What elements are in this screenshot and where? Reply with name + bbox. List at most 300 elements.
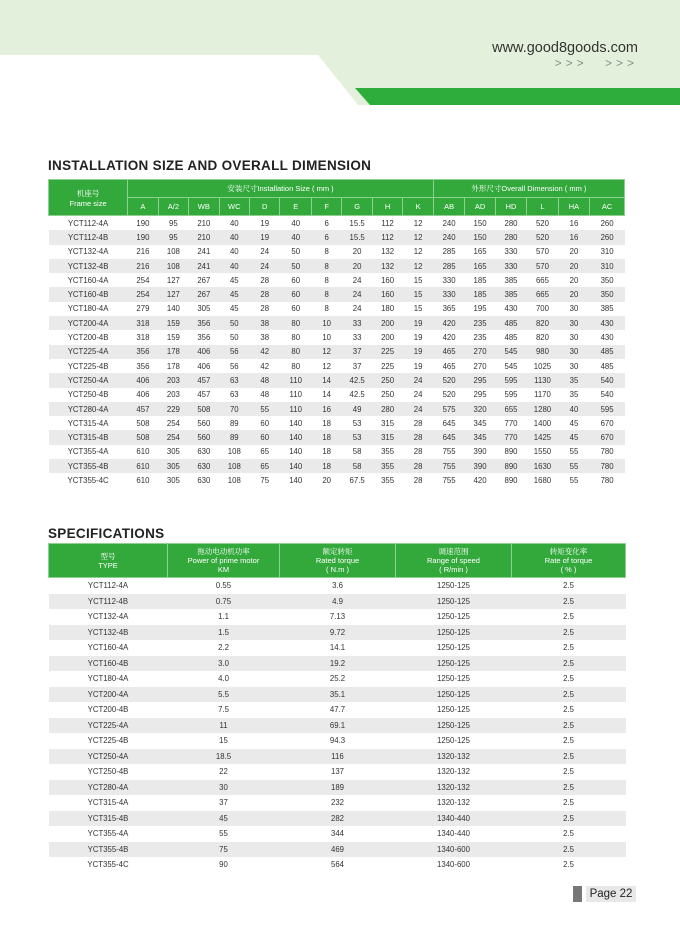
dimension-cell: 305 xyxy=(158,445,188,459)
dimension-cell: 270 xyxy=(465,345,495,359)
spec-cell: 2.5 xyxy=(512,578,626,594)
dimension-cell: 420 xyxy=(433,316,464,330)
dimension-cell: 285 xyxy=(433,259,464,273)
dimension-cell: 127 xyxy=(158,287,188,301)
frame-size-header-cn: 机座号 xyxy=(76,188,100,198)
type-cell: YCT315-4A xyxy=(49,795,168,811)
table-row xyxy=(49,345,625,359)
dimension-cell: 45 xyxy=(219,287,249,301)
dimension-cell: 235 xyxy=(465,330,495,344)
type-cell: YCT315-4B xyxy=(49,811,168,827)
dimension-cell: 1550 xyxy=(527,445,558,459)
dimension-cell: 350 xyxy=(590,273,625,287)
dimension-cell: 520 xyxy=(527,216,558,231)
dimension-cell: 225 xyxy=(372,345,402,359)
dimension-cell: 12 xyxy=(403,245,434,259)
spec-cell: 45 xyxy=(168,811,280,827)
dimension-cell: 30 xyxy=(558,316,589,330)
dimension-cell: 28 xyxy=(403,473,434,487)
dimension-cell: 508 xyxy=(128,416,158,430)
dimension-cell: 95 xyxy=(158,216,188,231)
frame-size-cell: YCT225-4B xyxy=(49,359,128,373)
spec-cell: 37 xyxy=(168,795,280,811)
dimension-cell: 406 xyxy=(128,373,158,387)
dimension-cell: 260 xyxy=(590,230,625,244)
frame-size-cell: YCT355-4B xyxy=(49,459,128,473)
dimension-cell: 45 xyxy=(558,416,589,430)
spec-cell: 2.5 xyxy=(512,609,626,625)
table-row xyxy=(49,656,626,672)
dimension-cell: 50 xyxy=(280,245,311,259)
dimension-cell: 28 xyxy=(403,430,434,444)
spec-cell: 47.7 xyxy=(280,702,396,718)
dimension-cell: 24 xyxy=(342,287,372,301)
column-header: F xyxy=(311,198,341,216)
dimension-cell: 318 xyxy=(128,330,158,344)
frame-size-cell: YCT160-4A xyxy=(49,273,128,287)
spec-cell: 2.5 xyxy=(512,795,626,811)
dimension-cell: 980 xyxy=(527,345,558,359)
spec-cell: 564 xyxy=(280,857,396,873)
dimension-cell: 267 xyxy=(189,287,219,301)
spec-cell: 19.2 xyxy=(280,656,396,672)
dimension-cell: 67.5 xyxy=(342,473,372,487)
dimension-cell: 185 xyxy=(465,273,495,287)
frame-size-cell: YCT355-4A xyxy=(49,445,128,459)
dimension-cell: 112 xyxy=(372,216,402,231)
dimension-cell: 60 xyxy=(280,287,311,301)
spec-cell: 25.2 xyxy=(280,671,396,687)
specifications-title: SPECIFICATIONS xyxy=(48,526,165,541)
dimension-cell: 178 xyxy=(158,359,188,373)
dimension-cell: 700 xyxy=(527,302,558,316)
dimension-cell: 280 xyxy=(372,402,402,416)
dimension-cell: 1025 xyxy=(527,359,558,373)
dimension-cell: 356 xyxy=(128,359,158,373)
website-url[interactable]: www.good8goods.com xyxy=(492,40,638,56)
dimension-cell: 24 xyxy=(342,273,372,287)
type-cell: YCT112-4B xyxy=(49,594,168,610)
dimension-cell: 320 xyxy=(465,402,495,416)
dimension-cell: 14 xyxy=(311,388,341,402)
frame-size-cell: YCT315-4B xyxy=(49,430,128,444)
dimension-cell: 30 xyxy=(558,302,589,316)
dimension-cell: 33 xyxy=(342,330,372,344)
dimension-cell: 250 xyxy=(372,388,402,402)
dimension-cell: 305 xyxy=(158,459,188,473)
column-header: AD xyxy=(465,198,495,216)
dimension-cell: 355 xyxy=(372,473,402,487)
installation-size-group-header: 安装尺寸Installation Size ( mm ) xyxy=(128,180,434,198)
spec-cell: 1250-125 xyxy=(396,687,512,703)
spec-cell: 55 xyxy=(168,826,280,842)
type-cell: YCT250-4A xyxy=(49,749,168,765)
dimension-cell: 89 xyxy=(219,430,249,444)
specifications-table xyxy=(48,543,626,873)
spec-cell: 282 xyxy=(280,811,396,827)
table-row xyxy=(49,594,626,610)
table-row xyxy=(49,702,626,718)
dimension-cell: 254 xyxy=(158,416,188,430)
dimension-cell: 820 xyxy=(527,316,558,330)
spec-cell: 0.55 xyxy=(168,578,280,594)
dimension-cell: 12 xyxy=(403,259,434,273)
dimension-cell: 385 xyxy=(590,302,625,316)
table-row xyxy=(49,259,625,273)
spec-cell: 2.5 xyxy=(512,811,626,827)
dimension-cell: 250 xyxy=(372,373,402,387)
dimension-cell: 330 xyxy=(495,245,526,259)
dimension-cell: 260 xyxy=(590,216,625,231)
table-row xyxy=(49,749,626,765)
dimension-cell: 20 xyxy=(558,287,589,301)
table-row xyxy=(49,373,625,387)
dimension-cell: 356 xyxy=(189,316,219,330)
spec-cell: 94.3 xyxy=(280,733,396,749)
dimension-cell: 28 xyxy=(250,273,280,287)
spec-header-line: ( % ) xyxy=(560,565,577,574)
frame-size-cell: YCT112-4A xyxy=(49,216,128,231)
dimension-cell: 610 xyxy=(128,473,158,487)
dimension-cell: 35 xyxy=(558,388,589,402)
dimension-cell: 37 xyxy=(342,359,372,373)
table-row xyxy=(49,826,626,842)
dimension-cell: 665 xyxy=(527,273,558,287)
dimension-cell: 770 xyxy=(495,416,526,430)
dimension-cell: 610 xyxy=(128,459,158,473)
dimension-cell: 140 xyxy=(280,416,311,430)
dimension-cell: 160 xyxy=(372,273,402,287)
spec-cell: 7.13 xyxy=(280,609,396,625)
dimension-cell: 200 xyxy=(372,330,402,344)
dimension-cell: 38 xyxy=(250,330,280,344)
spec-cell: 469 xyxy=(280,842,396,858)
spec-cell: 2.5 xyxy=(512,842,626,858)
dimension-cell: 108 xyxy=(219,459,249,473)
table-row xyxy=(49,445,625,459)
dimension-cell: 190 xyxy=(128,230,158,244)
table-row xyxy=(49,733,626,749)
table-row xyxy=(49,764,626,780)
dimension-cell: 210 xyxy=(189,230,219,244)
dimension-cell: 430 xyxy=(495,302,526,316)
spec-cell: 189 xyxy=(280,780,396,796)
dimension-cell: 12 xyxy=(311,345,341,359)
spec-cell: 1250-125 xyxy=(396,625,512,641)
dimension-cell: 200 xyxy=(372,316,402,330)
frame-size-cell: YCT200-4B xyxy=(49,330,128,344)
dimension-cell: 159 xyxy=(158,330,188,344)
dimension-cell: 140 xyxy=(280,459,311,473)
dimension-cell: 12 xyxy=(311,359,341,373)
table-row xyxy=(49,795,626,811)
dimension-cell: 16 xyxy=(558,230,589,244)
dimension-cell: 630 xyxy=(189,473,219,487)
dimension-cell: 457 xyxy=(189,373,219,387)
dimension-cell: 540 xyxy=(590,373,625,387)
spec-cell: 18.5 xyxy=(168,749,280,765)
spec-header-line: ( N.m ) xyxy=(326,565,349,574)
dimension-cell: 60 xyxy=(280,302,311,316)
dimension-cell: 225 xyxy=(372,359,402,373)
frame-size-header-en: Frame size xyxy=(69,198,107,208)
table-row xyxy=(49,430,625,444)
table-row xyxy=(49,230,625,244)
spec-cell: 1320-132 xyxy=(396,749,512,765)
dimension-cell: 780 xyxy=(590,473,625,487)
dimension-cell: 160 xyxy=(372,287,402,301)
dimension-cell: 40 xyxy=(558,402,589,416)
dimension-cell: 80 xyxy=(280,359,311,373)
dimension-cell: 24 xyxy=(342,302,372,316)
type-cell: YCT200-4B xyxy=(49,702,168,718)
dimension-cell: 50 xyxy=(219,330,249,344)
dimension-cell: 508 xyxy=(189,402,219,416)
dimension-cell: 295 xyxy=(465,373,495,387)
dimension-cell: 56 xyxy=(219,345,249,359)
dimension-cell: 406 xyxy=(128,388,158,402)
dimension-cell: 1680 xyxy=(527,473,558,487)
dimension-cell: 385 xyxy=(495,287,526,301)
dimension-cell: 20 xyxy=(558,259,589,273)
dimension-cell: 305 xyxy=(158,473,188,487)
frame-size-cell: YCT180-4A xyxy=(49,302,128,316)
spec-cell: 2.5 xyxy=(512,671,626,687)
dimension-cell: 112 xyxy=(372,230,402,244)
column-header: HD xyxy=(495,198,526,216)
dimension-cell: 65 xyxy=(250,459,280,473)
dimension-cell: 110 xyxy=(280,373,311,387)
spec-header-line: 调速范围 xyxy=(438,547,469,556)
dimension-cell: 630 xyxy=(189,459,219,473)
dimension-cell: 24 xyxy=(403,402,434,416)
dimension-cell: 15 xyxy=(403,287,434,301)
column-header: A/2 xyxy=(158,198,188,216)
table-row xyxy=(49,273,625,287)
dimension-cell: 108 xyxy=(158,245,188,259)
dimension-cell: 10 xyxy=(311,316,341,330)
frame-size-cell: YCT200-4A xyxy=(49,316,128,330)
dimension-cell: 15.5 xyxy=(342,230,372,244)
dimension-cell: 12 xyxy=(403,230,434,244)
spec-cell: 2.5 xyxy=(512,640,626,656)
spec-header-line: Rated torque xyxy=(315,556,360,565)
dimension-cell: 60 xyxy=(250,416,280,430)
dimension-cell: 457 xyxy=(189,388,219,402)
dimension-cell: 355 xyxy=(372,459,402,473)
dimension-cell: 45 xyxy=(558,430,589,444)
dimension-cell: 655 xyxy=(495,402,526,416)
table-row xyxy=(49,416,625,430)
type-cell: YCT160-4A xyxy=(49,640,168,656)
spec-column-header xyxy=(396,544,512,578)
dimension-cell: 45 xyxy=(219,273,249,287)
column-header: L xyxy=(527,198,558,216)
spec-header-line: TYPE xyxy=(98,560,118,570)
dimension-cell: 140 xyxy=(158,302,188,316)
dimension-cell: 19 xyxy=(250,216,280,231)
spec-cell: 1340-440 xyxy=(396,811,512,827)
dimension-cell: 310 xyxy=(590,245,625,259)
dimension-cell: 6 xyxy=(311,216,341,231)
dimension-cell: 890 xyxy=(495,473,526,487)
dimension-cell: 33 xyxy=(342,316,372,330)
dimension-cell: 165 xyxy=(465,259,495,273)
dimension-cell: 18 xyxy=(311,459,341,473)
dimension-cell: 330 xyxy=(495,259,526,273)
table-row xyxy=(49,857,626,873)
table-row xyxy=(49,359,625,373)
dimension-cell: 315 xyxy=(372,416,402,430)
dimension-cell: 178 xyxy=(158,345,188,359)
spec-cell: 9.72 xyxy=(280,625,396,641)
dimension-cell: 570 xyxy=(527,259,558,273)
spec-header-line: ( R/min ) xyxy=(439,565,468,574)
dimension-cell: 53 xyxy=(342,416,372,430)
dimension-cell: 595 xyxy=(495,388,526,402)
dimension-cell: 575 xyxy=(433,402,464,416)
spec-cell: 232 xyxy=(280,795,396,811)
table-row xyxy=(49,302,625,316)
dimension-cell: 6 xyxy=(311,230,341,244)
type-cell: YCT180-4A xyxy=(49,671,168,687)
table-row xyxy=(49,330,625,344)
spec-cell: 3.0 xyxy=(168,656,280,672)
frame-size-cell: YCT250-4B xyxy=(49,388,128,402)
installation-title: INSTALLATION SIZE AND OVERALL DIMENSION xyxy=(48,158,372,173)
spec-cell: 1320-132 xyxy=(396,764,512,780)
dimension-cell: 63 xyxy=(219,388,249,402)
dimension-cell: 140 xyxy=(280,445,311,459)
dimension-cell: 254 xyxy=(158,430,188,444)
dimension-cell: 40 xyxy=(280,216,311,231)
spec-column-header xyxy=(512,544,626,578)
spec-cell: 2.5 xyxy=(512,733,626,749)
dimension-cell: 19 xyxy=(403,345,434,359)
column-header: E xyxy=(280,198,311,216)
dimension-cell: 24 xyxy=(250,245,280,259)
table-row xyxy=(49,287,625,301)
dimension-cell: 37 xyxy=(342,345,372,359)
dimension-cell: 55 xyxy=(558,473,589,487)
table-row xyxy=(49,687,626,703)
table-row xyxy=(49,473,625,487)
dimension-cell: 75 xyxy=(250,473,280,487)
spec-cell: 3.6 xyxy=(280,578,396,594)
dimension-cell: 42 xyxy=(250,345,280,359)
spec-cell: 1250-125 xyxy=(396,702,512,718)
spec-cell: 30 xyxy=(168,780,280,796)
spec-cell: 1250-125 xyxy=(396,718,512,734)
dimension-cell: 24 xyxy=(403,388,434,402)
dimension-cell: 560 xyxy=(189,416,219,430)
dimension-cell: 60 xyxy=(280,273,311,287)
dimension-cell: 40 xyxy=(280,230,311,244)
dimension-cell: 20 xyxy=(311,473,341,487)
spec-cell: 1250-125 xyxy=(396,640,512,656)
table-row xyxy=(49,671,626,687)
dimension-cell: 95 xyxy=(158,230,188,244)
spec-cell: 1320-132 xyxy=(396,795,512,811)
spec-cell: 0.75 xyxy=(168,594,280,610)
dimension-cell: 1130 xyxy=(527,373,558,387)
table-row xyxy=(49,216,625,231)
dimension-cell: 485 xyxy=(495,316,526,330)
dimension-cell: 48 xyxy=(250,373,280,387)
type-cell: YCT225-4A xyxy=(49,718,168,734)
dimension-cell: 356 xyxy=(189,330,219,344)
spec-cell: 1340-600 xyxy=(396,857,512,873)
type-cell: YCT250-4B xyxy=(49,764,168,780)
dimension-cell: 60 xyxy=(250,430,280,444)
spec-header-line: 型号 xyxy=(100,551,116,561)
column-header: H xyxy=(372,198,402,216)
dimension-cell: 20 xyxy=(558,273,589,287)
dimension-cell: 670 xyxy=(590,416,625,430)
column-header: G xyxy=(342,198,372,216)
dimension-cell: 48 xyxy=(250,388,280,402)
spec-cell: 22 xyxy=(168,764,280,780)
dimension-cell: 50 xyxy=(280,259,311,273)
dimension-cell: 1425 xyxy=(527,430,558,444)
dimension-cell: 780 xyxy=(590,459,625,473)
dimension-cell: 19 xyxy=(250,230,280,244)
dimension-cell: 1400 xyxy=(527,416,558,430)
dimension-cell: 465 xyxy=(433,345,464,359)
dimension-cell: 330 xyxy=(433,287,464,301)
dimension-cell: 350 xyxy=(590,287,625,301)
dimension-cell: 540 xyxy=(590,388,625,402)
frame-size-cell: YCT112-4B xyxy=(49,230,128,244)
dimension-cell: 28 xyxy=(403,459,434,473)
dimension-cell: 595 xyxy=(495,373,526,387)
spec-cell: 15 xyxy=(168,733,280,749)
dimension-cell: 216 xyxy=(128,259,158,273)
dimension-cell: 520 xyxy=(433,373,464,387)
dimension-cell: 315 xyxy=(372,430,402,444)
type-cell: YCT225-4B xyxy=(49,733,168,749)
frame-size-cell: YCT280-4A xyxy=(49,402,128,416)
dimension-cell: 45 xyxy=(219,302,249,316)
spec-cell: 2.5 xyxy=(512,687,626,703)
frame-size-cell: YCT250-4A xyxy=(49,373,128,387)
spec-cell: 7.5 xyxy=(168,702,280,718)
dimension-cell: 15 xyxy=(403,273,434,287)
spec-cell: 2.2 xyxy=(168,640,280,656)
spec-column-header xyxy=(280,544,396,578)
spec-header-line: 转矩变化率 xyxy=(549,547,588,556)
frame-size-cell: YCT315-4A xyxy=(49,416,128,430)
spec-cell: 344 xyxy=(280,826,396,842)
type-cell: YCT132-4B xyxy=(49,625,168,641)
dimension-cell: 770 xyxy=(495,430,526,444)
dimension-cell: 16 xyxy=(558,216,589,231)
dimension-cell: 420 xyxy=(465,473,495,487)
dimension-cell: 295 xyxy=(465,388,495,402)
spec-cell: 2.5 xyxy=(512,656,626,672)
type-cell: YCT280-4A xyxy=(49,780,168,796)
dimension-cell: 30 xyxy=(558,345,589,359)
table-row xyxy=(49,625,626,641)
column-header: K xyxy=(403,198,434,216)
dimension-cell: 8 xyxy=(311,287,341,301)
table-row xyxy=(49,842,626,858)
table-row xyxy=(49,578,626,594)
dimension-cell: 240 xyxy=(433,216,464,231)
dimension-cell: 280 xyxy=(495,230,526,244)
dimension-cell: 330 xyxy=(433,273,464,287)
spec-cell: 90 xyxy=(168,857,280,873)
